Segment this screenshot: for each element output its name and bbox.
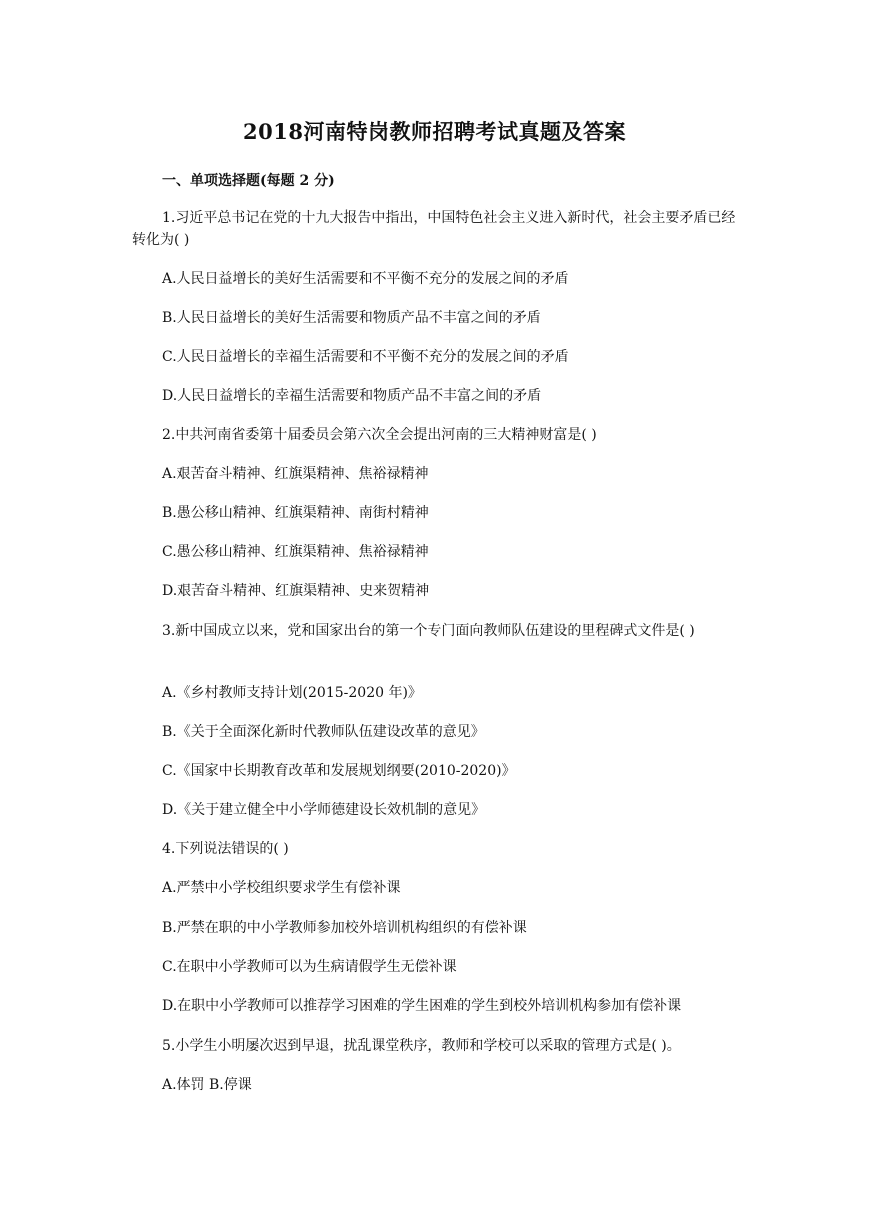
question-option: A.《乡村教师支持计划(2015-2020 年)》 [162,685,422,701]
question-option: B.《关于全面深化新时代教师队伍建设改革的意见》 [162,724,485,740]
question-option: C.《国家中长期教育改革和发展规划纲要(2010-2020)》 [162,763,516,779]
question-option: D.艰苦奋斗精神、红旗渠精神、史来贺精神 [162,583,430,599]
section-heading: 一、单项选择题(每题 2 分) [162,173,335,189]
question-stem: 2.中共河南省委第十届委员会第六次全会提出河南的三大精神财富是( ) [162,427,597,443]
question-stem: 1.习近平总书记在党的十九大报告中指出，中国特色社会主义进入新时代，社会主要矛盾已经转化为( ) [132,210,736,248]
question-stem: 5.小学生小明屡次迟到早退，扰乱课堂秩序，教师和学校可以采取的管理方式是( )。 [162,1038,681,1054]
question-stem: 3.新中国成立以来，党和国家出台的第一个专门面向教师队伍建设的里程碑式文件是( ) [162,623,695,639]
question-option: C.愚公移山精神、红旗渠精神、焦裕禄精神 [162,544,429,560]
question-option: A.体罚 B.停课 [162,1077,252,1093]
question-option: C.在职中小学教师可以为生病请假学生无偿补课 [162,959,457,975]
question-option: A.艰苦奋斗精神、红旗渠精神、焦裕禄精神 [162,466,429,482]
question-stem: 4.下列说法错误的( ) [162,841,289,857]
question-option: D.《关于建立健全中小学师德建设长效机制的意见》 [162,802,486,818]
question-option: C.人民日益增长的幸福生活需要和不平衡不充分的发展之间的矛盾 [162,349,569,365]
question-option: B.严禁在职的中小学教师参加校外培训机构组织的有偿补课 [162,920,527,936]
question-option: B.人民日益增长的美好生活需要和物质产品不丰富之间的矛盾 [162,310,541,326]
question-option: A.人民日益增长的美好生活需要和不平衡不充分的发展之间的矛盾 [162,271,569,287]
question-option: A.严禁中小学校组织要求学生有偿补课 [162,880,401,896]
question-option: D.人民日益增长的幸福生活需要和物质产品不丰富之间的矛盾 [162,388,542,404]
question-option: D.在职中小学教师可以推荐学习困难的学生困难的学生到校外培训机构参加有偿补课 [162,998,682,1014]
document-title: 2018河南特岗教师招聘考试真题及答案 [243,119,626,144]
question-option: B.愚公移山精神、红旗渠精神、南街村精神 [162,505,429,521]
